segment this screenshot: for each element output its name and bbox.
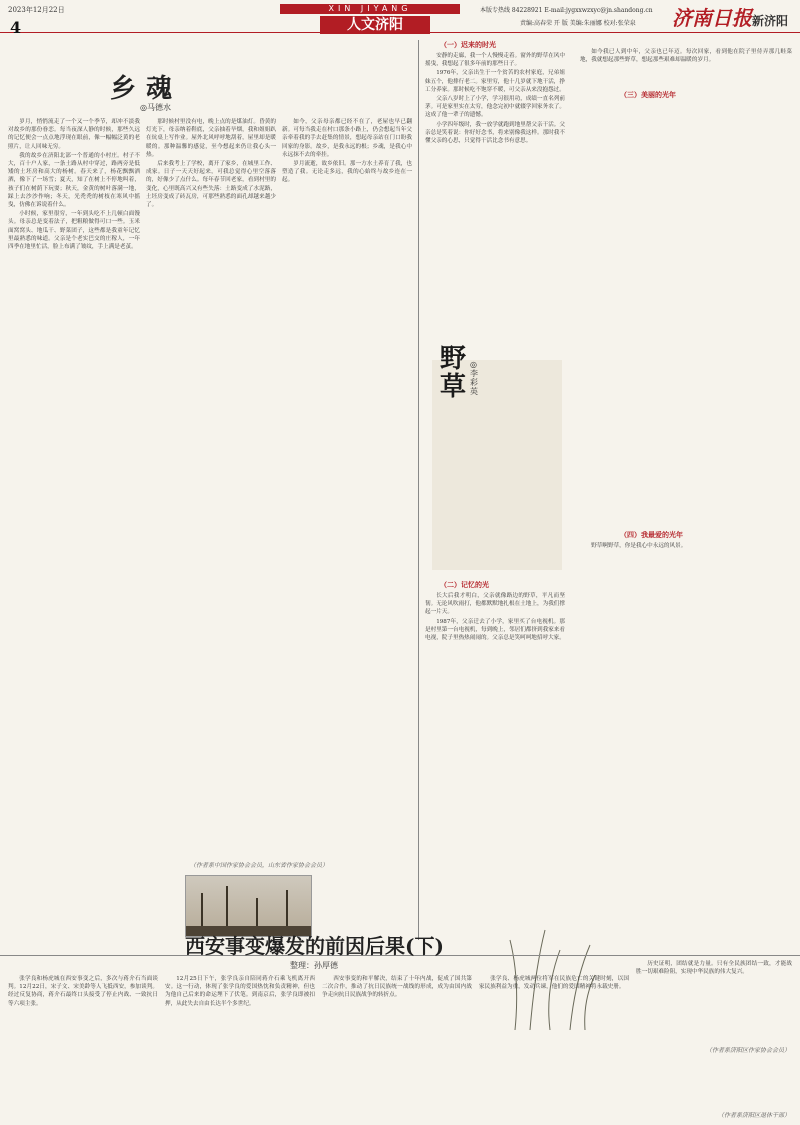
article1-col1	[8, 118, 140, 868]
landscape-illustration	[185, 875, 312, 937]
article2-col3	[580, 48, 792, 518]
article2-para: 1976年，父亲出生于一个贫苦的农村家庭，兄弟姐妹五个，他排行老二。家里穷，他十几岁就下地干活，挣工分养家。那时候吃不饱穿不暖，可父亲从来没抱怨过。	[425, 70, 565, 93]
editors-text: 责编:高春荣 开 版 美编:朱丽娜 校对:张荣泉	[520, 20, 636, 27]
article2-col1	[425, 52, 565, 342]
article2-subhead: （三）美丽的光年	[620, 90, 676, 99]
article2-para: 如今我已人到中年，父亲也已年迈。每次回家，看到他在院子里侍弄那几畦菜地，我就想起那些野草，想起那些艰难却温暖的岁月。	[580, 49, 792, 64]
article3-title: 西安事变爆发的前因后果(下)	[185, 934, 444, 958]
article2-para: 1987年，父亲迁去了小学，家里买了台电视机。那是村里第一台电视机，每到晚上，邻居们都挤到我家来看电视，院子里热热闹闹的。父亲总是笑呵呵地招呼大家。	[425, 618, 565, 642]
article1-para: 那时候村里没有电，晚上点的是煤油灯。昏黄的灯光下，母亲纳着鞋底，父亲抽着旱烟，我和姐姐趴在炕桌上写作业。屋外北风呼呼地刮着，屋里却是暖暖的。那种温馨的感觉，至今想起来仍让我心头一热。	[146, 119, 276, 158]
article2-title: 野草	[440, 344, 467, 402]
issue-date: 2023年12月22日	[8, 6, 65, 14]
article1-note: （作者系中国作家协会会员，山东省作家协会会员）	[190, 862, 329, 869]
article1-author: ◎马德水	[140, 103, 171, 112]
article1-title: 乡魂	[110, 74, 183, 104]
article2-col2	[425, 592, 565, 892]
article1-para: 岁月，悄悄流走了一个又一个季节，却冲不淡我对故乡的那份眷恋。每当夜深人静的时候，那些久远的记忆便会一点点地浮现在眼前，像一幅幅泛黄的老照片，让人回味无穷。	[8, 119, 140, 150]
article3-note: （作者系济阳区退休干部）	[717, 1112, 790, 1119]
article1-col3	[282, 118, 412, 868]
article2-para: 父亲八岁时上了小学，学习很用功，成绩一直名列前茅。可是家里实在太穷，他念完初中就辍学回家务农了。这成了他一辈子的遗憾。	[425, 96, 565, 119]
logo-sub: 新济阳	[751, 14, 788, 28]
tree-shape	[201, 893, 203, 928]
tree-shape	[286, 890, 288, 928]
page-header	[0, 0, 800, 37]
article1-para: 小时候，家里很穷，一年到头吃不上几顿白面馒头。母亲总是变着法子，把粗粮做得可口一些。玉米面窝窝头、地瓜干、野菜团子，这些都是我童年记忆里最熟悉的味道。父亲是个老实巴交的庄稼人，一年四季在地里忙活，脸上布满了皱纹，手上满是老茧。	[8, 211, 140, 251]
article1-para: 岁月流逝，故乡依旧。那一方水土养育了我，也塑造了我。无论走多远，我的心始终与故乡连在一起。	[282, 161, 412, 184]
section-title: 人文济阳	[320, 16, 430, 34]
article3-col1	[8, 975, 158, 1115]
tree-shape	[226, 886, 228, 928]
page-number: 4	[10, 18, 22, 37]
article3-para: 张学良、杨虎城两位将军在民族危亡的关键时刻，以国家民族利益为重，发动兵谏，他们的爱国精神将永载史册。	[479, 976, 629, 991]
article1-col2	[146, 118, 276, 868]
article3-col3	[322, 975, 472, 1115]
article2-subhead: （一）迟来的时光	[440, 40, 496, 49]
article3-para: 张学良和杨虎城在西安事变之后，多次与蒋介石当面谈判。12月22日，宋子文、宋美龄等人飞抵西安，参加谈判。经过反复协商，蒋介石最终口头接受了停止内战、一致抗日等六项主张。	[8, 976, 158, 1007]
article2-para: 安静的走廊，我一个人慢慢走着。窗外的野草在风中摇曳，我想起了很多年前的那些日子。	[425, 53, 565, 68]
logo-text: 济南日报	[671, 6, 752, 30]
article3-col5	[636, 960, 792, 1100]
article3-para: 历史证明，团结就是力量。只有全民族团结一致，才能战胜一切艰难险阻，实现中华民族的伟大复兴。	[636, 961, 792, 976]
column-divider	[418, 40, 419, 940]
article1-para: 我的故乡在济阳北部一个普通的小村庄。村子不大，百十户人家，一条土路从村中穿过，路两旁是低矮的土坯房和高大的杨树。春天来了，杨花飘飘洒洒，像下了一场雪；夏天，知了在树上不停地叫着，孩子们在树荫下玩耍；秋天，金黄的树叶落满一地，踩上去沙沙作响；冬天，光秃秃的树枝在寒风中摇曳，仿佛在诉说着什么。	[8, 152, 140, 209]
article2-subhead: （二）记忆的光	[440, 580, 489, 589]
article2-para: 小学四年级时，我一放学就跑到地里帮父亲干活。父亲总是笑着说：你好好念书，将来别像我这样。那时我不懂父亲的心思，只觉得干活比念书有意思。	[425, 121, 565, 145]
article3-col2	[165, 975, 315, 1115]
newspaper-logo	[672, 2, 788, 31]
header-band: XIN JIYANG	[280, 4, 460, 14]
article3-para: 西安事变的和平解决，结束了十年内战，促成了国共第二次合作，推动了抗日民族统一战线的形成，成为由国内战争走向抗日民族战争的转折点。	[322, 976, 472, 999]
article3-author: 整理：孙厚德	[290, 961, 338, 970]
article1-para: 如今，父亲母亲都已经不在了，老屋也早已翻新。可每当我走在村口那条小路上，仍会想起当年父亲牵着我的手去赶集的情景，想起母亲站在门口盼我回家的身影。故乡，是我永远的根；乡魂，是我心中永远抹不去的牵挂。	[282, 119, 412, 158]
article1-para: 后来我考上了学校，离开了家乡，在城里工作、成家。日子一天天好起来，可我总觉得心里空落落的，好像少了点什么。每年春节回老家，看到村里的变化，心里既高兴又有些失落：土路变成了水泥路，土坯房变成了砖瓦房，可那些熟悉的面孔却越来越少了。	[146, 161, 276, 209]
hotline-text: 本版专热线 84228921 E-mail:jygxxwzxyc@jn.shandong.cn	[480, 7, 653, 14]
article2-col4	[580, 542, 792, 912]
article2-note: （作者系济阳区作家协会会员）	[705, 1047, 790, 1054]
article3-para: 12月25日下午，张学良亲自陪同蒋介石乘飞机离开西安。这一行动，体现了张学良的爱国热忱和负责精神，但也为他自己后来的命运埋下了伏笔。到南京后，张学良即被扣押，从此失去自由长达半个多世纪。	[165, 976, 315, 1007]
article2-subhead: （四）我最爱的光年	[620, 530, 683, 539]
article2-para: 长大后我才明白，父亲就像路边的野草，平凡而坚韧。无论风吹雨打，他都默默地扎根在土地上，为我们撑起一片天。	[425, 593, 565, 616]
article3-col4	[479, 975, 629, 1115]
article2-para: 野草啊野草，你是我心中永远的风景。	[591, 543, 687, 549]
article2-author: ◎李彩英	[470, 360, 478, 396]
tree-shape	[256, 898, 258, 928]
